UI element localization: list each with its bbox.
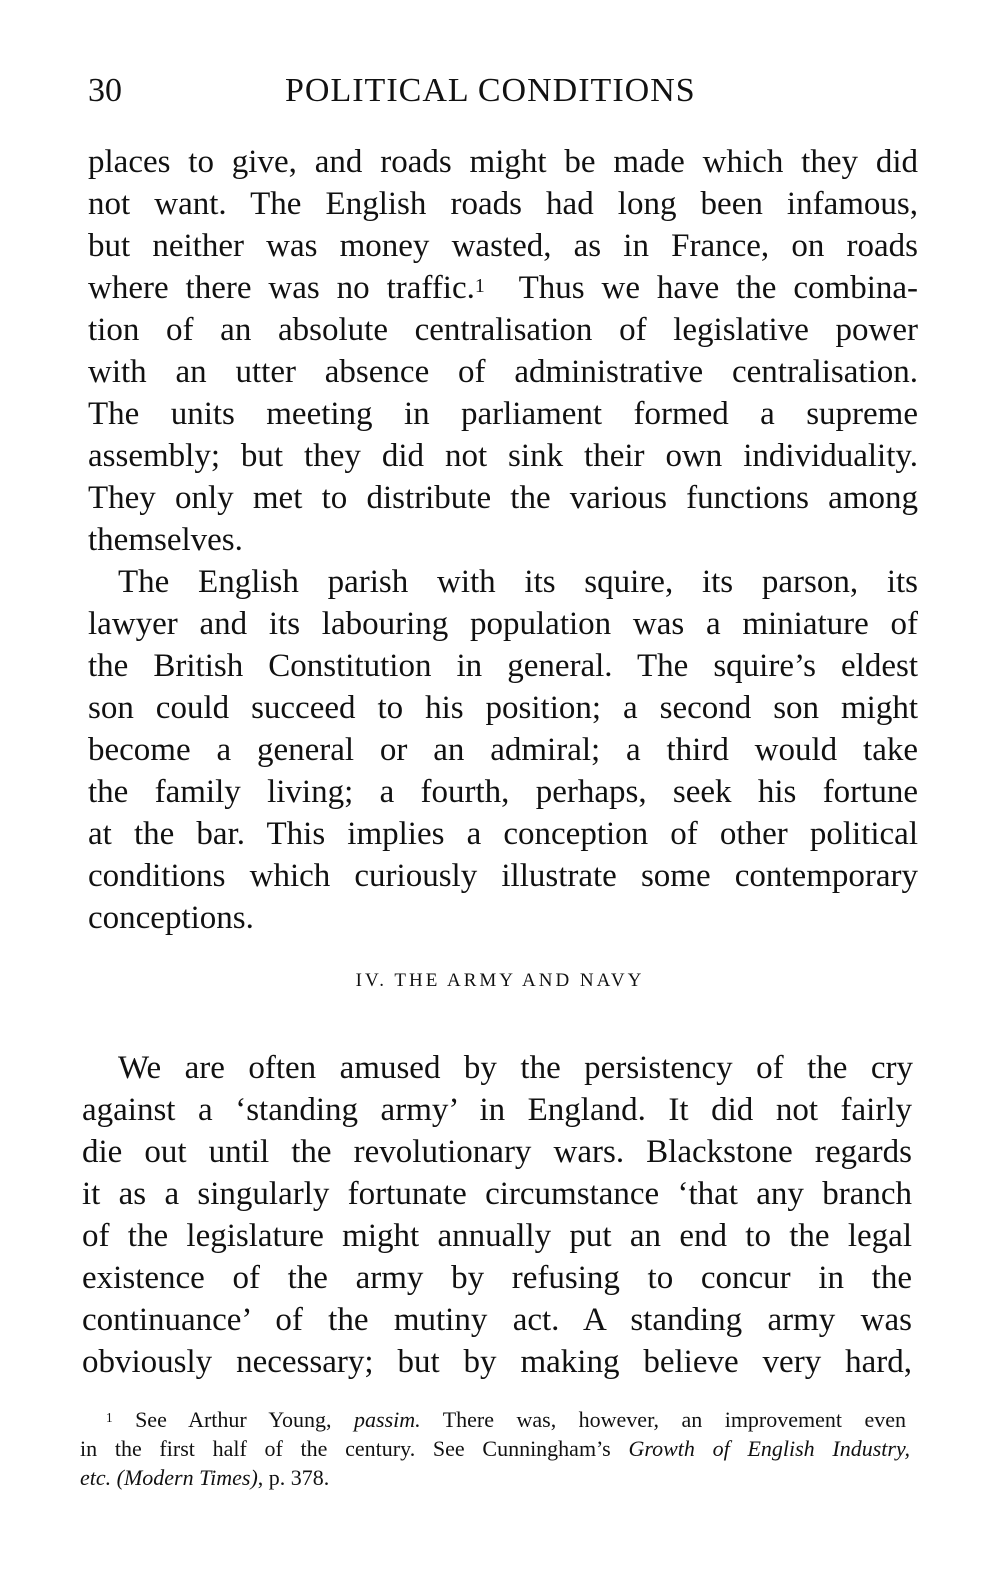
text-line: existence of the army by refusing to concur in the xyxy=(82,1260,912,1296)
page-number: 30 xyxy=(88,72,122,109)
section-heading: IV. THE ARMY AND NAVY xyxy=(355,970,645,991)
running-title: POLITICAL CONDITIONS xyxy=(285,72,696,109)
text-span: where there was no traffic. xyxy=(88,270,475,306)
text-line: The units meeting in parliament formed a supreme xyxy=(88,396,918,432)
text-span: , p. 378. xyxy=(257,1465,330,1490)
footnote-line xyxy=(106,1406,906,1434)
text-line: tion of an absolute centralisation of legislative power xyxy=(88,312,918,348)
footnote-line xyxy=(80,1435,910,1463)
text-line: it as a singularly fortunate circumstance ‘that any branch xyxy=(82,1176,912,1212)
text-line: They only met to distribute the various functions among xyxy=(88,480,918,516)
text-line: obviously necessary; but by making believe very hard, xyxy=(82,1344,912,1380)
text-line: of the legislature might annually put an end to the legal xyxy=(82,1218,912,1254)
italic-span: Growth of English Industry, xyxy=(628,1436,910,1461)
text-line: conceptions. xyxy=(88,900,254,936)
text-line: places to give, and roads might be made which they did xyxy=(88,144,918,180)
text-line: at the bar. This implies a conception of other political xyxy=(88,816,918,852)
text-line: lawyer and its labouring population was a miniature of xyxy=(88,606,918,642)
text-line: conditions which curiously illustrate some contemporary xyxy=(88,858,918,894)
italic-span: passim. xyxy=(354,1407,421,1432)
text-line xyxy=(88,268,918,308)
footnote-marker: 1 xyxy=(106,1410,113,1425)
text-line: the family living; a fourth, perhaps, seek his fortune xyxy=(88,774,918,810)
text-span: There was, however, an improvement even xyxy=(420,1407,907,1432)
text-span: See Arthur Young, xyxy=(135,1407,355,1432)
text-line: become a general or an admiral; a third would take xyxy=(88,732,918,768)
text-line: continuance’ of the mutiny act. A standing army was xyxy=(82,1302,912,1338)
text-span: in the first half of the century. See Cunningham’s xyxy=(80,1436,629,1461)
text-line: die out until the revolutionary wars. Blackstone regards xyxy=(82,1134,912,1170)
text-line: the British Constitution in general. The squire’s eldest xyxy=(88,648,918,684)
footnote-line xyxy=(80,1464,910,1492)
text-span: Thus we have the combina- xyxy=(518,270,919,306)
text-line: assembly; but they did not sink their own individuality. xyxy=(88,438,918,474)
text-line: themselves. xyxy=(88,522,243,558)
text-line: not want. The English roads had long been infamous, xyxy=(88,186,918,222)
text-line: The English parish with its squire, its parson, its xyxy=(118,564,918,600)
text-line: We are often amused by the persistency of the cry xyxy=(118,1050,913,1086)
text-line: with an utter absence of administrative centralisation. xyxy=(88,354,918,390)
footnote-ref: 1 xyxy=(474,275,485,297)
text-line: but neither was money wasted, as in France, on roads xyxy=(88,228,918,264)
text-line: against a ‘standing army’ in England. It did not fairly xyxy=(82,1092,912,1128)
italic-span: etc. (Modern Times) xyxy=(80,1465,258,1490)
text-line: son could succeed to his position; a second son might xyxy=(88,690,918,726)
